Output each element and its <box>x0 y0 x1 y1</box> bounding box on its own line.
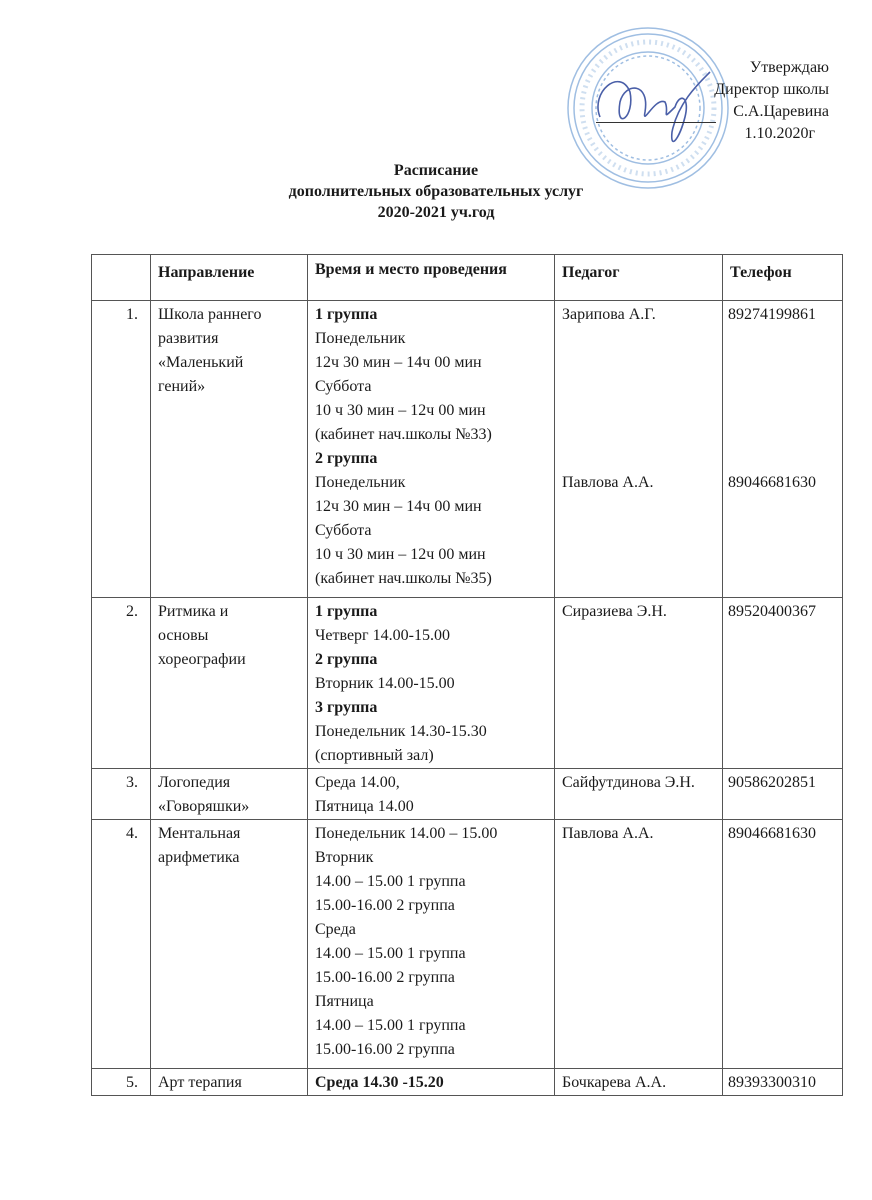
row-number-text: 5. <box>126 1074 138 1091</box>
schedule-line: Четверг 14.00-15.00 <box>315 627 450 644</box>
teacher-cell <box>555 769 723 820</box>
schedule-line: Пятница <box>315 993 374 1010</box>
schedule-cell <box>308 598 555 769</box>
schedule-line: Пятница 14.00 <box>315 798 414 815</box>
direction-cell <box>151 598 308 769</box>
direction-cell <box>151 820 308 1069</box>
row-number <box>92 820 151 1069</box>
schedule-line: 1 группа <box>315 306 378 323</box>
schedule-line: (кабинет нач.школы №33) <box>315 426 492 443</box>
schedule-line: (кабинет нач.школы №35) <box>315 570 492 587</box>
header-number <box>92 255 151 301</box>
phone-number: 89274199861 <box>728 306 816 323</box>
direction-line: Логопедия <box>158 774 231 791</box>
phone-number: 89046681630 <box>728 825 816 842</box>
direction-line: Ментальная <box>158 825 241 842</box>
schedule-line: 15.00-16.00 2 группа <box>315 897 455 914</box>
direction-line: основы <box>158 627 209 644</box>
direction-cell <box>151 1069 308 1096</box>
phone-cell <box>723 1069 843 1096</box>
phone-cell <box>723 301 843 598</box>
table-row <box>92 820 843 1069</box>
schedule-line: Понедельник 14.00 – 15.00 <box>315 825 498 842</box>
title-line-1: Расписание <box>393 162 479 179</box>
direction-line: Школа раннего <box>158 306 262 323</box>
phone-cell <box>723 820 843 1069</box>
schedule-line: 12ч 30 мин – 14ч 00 мин <box>315 354 482 371</box>
signature-line <box>596 122 716 123</box>
schedule-table <box>91 254 843 1096</box>
phone-number: 90586202851 <box>728 774 816 791</box>
direction-line: хореографии <box>158 651 246 668</box>
row-number <box>92 598 151 769</box>
teacher-cell <box>555 598 723 769</box>
schedule-line: Вторник <box>315 849 374 866</box>
direction-line: Арт терапия <box>158 1074 242 1091</box>
schedule-line: Понедельник <box>315 474 406 491</box>
teacher-name: Зарипова А.Г. <box>562 306 656 323</box>
teacher-cell <box>555 1069 723 1096</box>
teacher-name: Сиразиева Э.Н. <box>562 603 667 620</box>
schedule-cell <box>308 1069 555 1096</box>
header-teacher: Педагог <box>555 255 723 301</box>
schedule-line: Среда <box>315 921 356 938</box>
schedule-line: Понедельник 14.30-15.30 <box>315 723 487 740</box>
direction-cell <box>151 769 308 820</box>
direction-line: Ритмика и <box>158 603 229 620</box>
schedule-cell <box>308 820 555 1069</box>
schedule-line: 2 группа <box>315 450 378 467</box>
teacher-name: Бочкарева А.А. <box>562 1074 667 1091</box>
direction-line: «Маленький <box>158 354 244 371</box>
schedule-cell <box>308 769 555 820</box>
header-phone: Телефон <box>723 255 843 301</box>
teacher-name: Павлова А.А. <box>562 474 654 491</box>
approval-date: 1.10.2020г <box>744 125 815 142</box>
table-row <box>92 598 843 769</box>
phone-number: 89520400367 <box>728 603 816 620</box>
schedule-line: Среда 14.30 -15.20 <box>315 1074 444 1091</box>
row-number-text: 4. <box>126 825 138 842</box>
schedule-line: 10 ч 30 мин – 12ч 00 мин <box>315 546 486 563</box>
schedule-line: 10 ч 30 мин – 12ч 00 мин <box>315 402 486 419</box>
title-line-3: 2020-2021 уч.год <box>377 204 495 221</box>
table-row <box>92 1069 843 1096</box>
schedule-line: 14.00 – 15.00 1 группа <box>315 945 466 962</box>
teacher-cell <box>555 820 723 1069</box>
schedule-line: (спортивный зал) <box>315 747 434 764</box>
table-header-row <box>92 255 843 301</box>
phone-number: 89046681630 <box>728 474 816 491</box>
schedule-line: 14.00 – 15.00 1 группа <box>315 873 466 890</box>
direction-line: развития <box>158 330 219 347</box>
teacher-name: Павлова А.А. <box>562 825 654 842</box>
schedule-line: 15.00-16.00 2 группа <box>315 969 455 986</box>
title-line-2: дополнительных образовательных услуг <box>288 183 584 200</box>
phone-number: 89393300310 <box>728 1074 816 1091</box>
approval-block <box>714 57 829 145</box>
phone-cell <box>723 769 843 820</box>
approval-label: Утверждаю <box>749 59 829 76</box>
row-number <box>92 769 151 820</box>
teacher-cell <box>555 301 723 598</box>
row-number-text: 2. <box>126 603 138 620</box>
approver-name: С.А.Царевина <box>733 103 829 120</box>
header-schedule: Время и место проведения <box>308 255 555 301</box>
direction-line: арифметика <box>158 849 240 866</box>
approver-position: Директор школы <box>714 81 829 98</box>
schedule-line: 3 группа <box>315 699 378 716</box>
document-title <box>0 160 872 223</box>
phone-cell <box>723 598 843 769</box>
schedule-line: 14.00 – 15.00 1 группа <box>315 1017 466 1034</box>
schedule-line: 15.00-16.00 2 группа <box>315 1041 455 1058</box>
schedule-line: 2 группа <box>315 651 378 668</box>
schedule-cell <box>308 301 555 598</box>
row-number <box>92 301 151 598</box>
direction-line: гений» <box>158 378 206 395</box>
table-row <box>92 301 843 598</box>
schedule-line: Понедельник <box>315 330 406 347</box>
signature-mark <box>598 72 710 141</box>
table-row <box>92 769 843 820</box>
schedule-line: Среда 14.00, <box>315 774 400 791</box>
direction-cell <box>151 301 308 598</box>
schedule-line: Суббота <box>315 378 372 395</box>
schedule-line: 12ч 30 мин – 14ч 00 мин <box>315 498 482 515</box>
schedule-line: Суббота <box>315 522 372 539</box>
row-number-text: 1. <box>126 306 138 323</box>
header-direction: Направление <box>151 255 308 301</box>
schedule-line: 1 группа <box>315 603 378 620</box>
teacher-name: Сайфутдинова Э.Н. <box>562 774 695 791</box>
row-number <box>92 1069 151 1096</box>
direction-line: «Говоряшки» <box>158 798 250 815</box>
schedule-line: Вторник 14.00-15.00 <box>315 675 455 692</box>
row-number-text: 3. <box>126 774 138 791</box>
